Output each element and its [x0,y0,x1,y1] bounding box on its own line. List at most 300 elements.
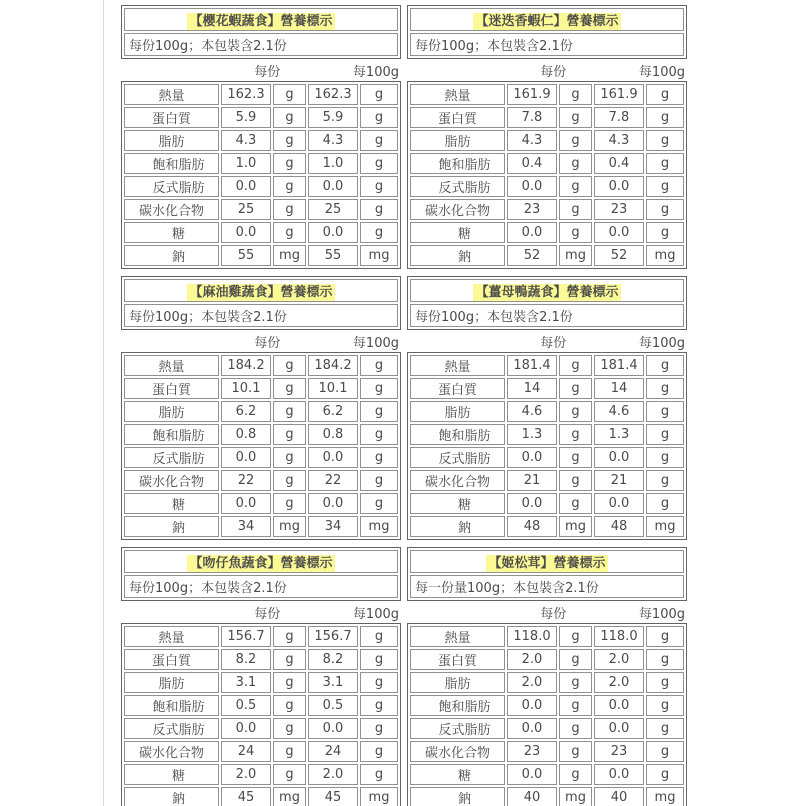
nutrient-label: 碳水化合物 [410,470,505,491]
nutrient-row [410,355,684,376]
per-serving-value: 8.2 [221,649,271,670]
per-100g-unit: g [646,764,684,785]
per-100g-value: 0.0 [594,718,644,739]
column-headers [121,330,401,352]
per-100g-value: 1.0 [308,153,358,174]
per-100g-value: 161.9 [594,84,644,105]
nutrition-block [121,5,401,269]
per-serving-value: 22 [221,470,271,491]
per-serving-unit: g [273,695,306,716]
serving-row [410,304,684,327]
nutrient-row [124,447,398,468]
per-100g-unit: g [360,470,398,491]
per-100g-value: 0.0 [594,447,644,468]
per-100g-unit: g [646,672,684,693]
title-cell [124,279,398,302]
per-100g-value: 4.6 [594,401,644,422]
per-serving-value: 0.0 [221,176,271,197]
per-serving-unit: g [273,626,306,647]
per-serving-unit: g [559,764,592,785]
nutrient-row [124,130,398,151]
nutrient-table [407,623,687,806]
per-serving-unit: g [559,718,592,739]
per-100g-value: 0.0 [594,695,644,716]
nutrient-table [407,352,687,540]
per-serving-unit: g [559,153,592,174]
per-100g-value: 22 [308,470,358,491]
per-serving-value: 10.1 [221,378,271,399]
per-serving-value: 25 [221,199,271,220]
per-100g-value: 48 [594,516,644,537]
nutrient-label: 熱量 [410,626,505,647]
per-100g-unit: mg [646,245,684,266]
per-100g-unit: g [646,695,684,716]
per-serving-value: 0.0 [221,222,271,243]
per-100g-unit: mg [360,516,398,537]
per-100g-unit: g [646,222,684,243]
nutrient-row [124,355,398,376]
per-serving-unit: g [273,84,306,105]
nutrient-row [410,718,684,739]
nutrient-label: 鈉 [124,787,219,806]
per-100g-value: 55 [308,245,358,266]
per-serving-value: 23 [507,741,557,762]
nutrient-row [410,130,684,151]
per-100g-unit: g [360,764,398,785]
nutrient-row [410,401,684,422]
serving-row [124,33,398,56]
nutrient-label: 鈉 [410,516,505,537]
nutrient-label: 脂肪 [124,672,219,693]
per-serving-unit: g [273,222,306,243]
per-100g-value: 45 [308,787,358,806]
column-header-row [409,59,685,81]
nutrition-block [407,547,687,806]
per-100g-unit: g [646,107,684,128]
col-header-per-serving: 每份 [254,607,281,622]
title-cell [410,8,684,31]
nutrient-row [410,764,684,785]
nutrient-row [410,649,684,670]
per-serving-unit: g [559,741,592,762]
title-cell [410,279,684,302]
per-serving-unit: g [273,741,306,762]
per-serving-unit: g [273,470,306,491]
per-100g-value: 52 [594,245,644,266]
nutrient-label: 碳水化合物 [410,199,505,220]
nutrient-label: 鈉 [124,516,219,537]
title-row [410,8,684,31]
per-serving-value: 45 [221,787,271,806]
per-100g-unit: g [360,84,398,105]
per-serving-unit: g [273,493,306,514]
per-serving-value: 0.5 [221,695,271,716]
nutrient-label: 熱量 [124,355,219,376]
per-serving-unit: mg [273,787,306,806]
per-serving-value: 24 [221,741,271,762]
nutrition-block [121,276,401,540]
per-serving-unit: g [273,447,306,468]
column-header-spacer [299,330,338,352]
nutrient-table-body [124,626,398,806]
block-title: 【迷迭香蝦仁】營養標示 [475,14,619,29]
serving-row [410,575,684,598]
nutrient-row [410,695,684,716]
column-headers [407,330,687,352]
nutrient-row [410,626,684,647]
per-100g-unit: g [646,84,684,105]
per-serving-unit: g [559,355,592,376]
nutrient-row [410,493,684,514]
col-header-per-100g: 每100g [638,336,685,351]
per-serving-value: 14 [507,378,557,399]
nutrient-label: 反式脂肪 [124,176,219,197]
nutrient-label: 糖 [124,764,219,785]
nutrient-label: 飽和脂肪 [410,153,505,174]
nutrient-row [410,516,684,537]
nutrient-label: 蛋白質 [124,649,219,670]
nutrient-row [410,447,684,468]
nutrient-row [410,378,684,399]
serving-row [124,304,398,327]
title-cell [410,550,684,573]
per-100g-unit: g [360,695,398,716]
serving-note: 每一份量100g；本包裝含2.1份 [410,575,684,598]
per-100g-value: 24 [308,741,358,762]
column-header-row [123,330,399,352]
title-row [124,550,398,573]
block-header-table [121,276,401,330]
nutrient-label: 反式脂肪 [410,718,505,739]
per-serving-value: 4.6 [507,401,557,422]
nutrient-row [410,787,684,806]
nutrient-label: 熱量 [410,84,505,105]
column-header-spacer [409,59,522,81]
title-row [124,279,398,302]
nutrient-table [407,81,687,269]
nutrient-label: 熱量 [124,84,219,105]
per-serving-value: 40 [507,787,557,806]
serving-row [124,575,398,598]
per-serving-unit: g [273,355,306,376]
nutrient-label: 碳水化合物 [124,741,219,762]
nutrient-row [124,672,398,693]
per-100g-value: 184.2 [308,355,358,376]
per-serving-unit: g [559,222,592,243]
serving-note: 每份100g；本包裝含2.1份 [410,304,684,327]
title-row [410,279,684,302]
per-100g-unit: g [360,107,398,128]
column-header-spacer [123,330,236,352]
per-serving-value: 156.7 [221,626,271,647]
per-serving-value: 184.2 [221,355,271,376]
nutrient-label: 脂肪 [410,401,505,422]
nutrient-label: 碳水化合物 [124,470,219,491]
nutrient-label: 糖 [124,493,219,514]
title-row [410,550,684,573]
block-header-table [407,276,687,330]
per-100g-unit: g [360,672,398,693]
block-title: 【吻仔魚蔬食】營養標示 [189,556,333,571]
serving-note: 每份100g；本包裝含2.1份 [410,33,684,56]
per-100g-unit: g [360,424,398,445]
per-100g-unit: g [360,153,398,174]
column-header-row [123,59,399,81]
per-100g-value: 7.8 [594,107,644,128]
per-100g-unit: mg [646,516,684,537]
nutrient-label: 糖 [410,493,505,514]
per-100g-unit: g [360,199,398,220]
per-100g-value: 0.8 [308,424,358,445]
per-serving-unit: g [273,176,306,197]
per-serving-value: 0.4 [507,153,557,174]
per-100g-unit: g [646,447,684,468]
nutrient-row [410,470,684,491]
nutrient-row [410,741,684,762]
per-100g-unit: g [646,741,684,762]
nutrition-block [121,547,401,806]
nutrient-label: 碳水化合物 [410,741,505,762]
block-header-table [121,5,401,59]
block-title: 【姬松茸】營養標示 [488,556,606,571]
column-header-spacer [123,601,236,623]
title-cell [124,8,398,31]
nutrient-row [124,424,398,445]
per-100g-unit: g [646,199,684,220]
nutrient-label: 鈉 [410,245,505,266]
per-100g-value: 2.0 [308,764,358,785]
per-100g-value: 0.5 [308,695,358,716]
column-headers [121,601,401,623]
nutrient-label: 飽和脂肪 [410,424,505,445]
nutrient-row [124,176,398,197]
nutrient-row [410,176,684,197]
per-100g-value: 14 [594,378,644,399]
per-serving-value: 1.3 [507,424,557,445]
nutrient-label: 蛋白質 [410,378,505,399]
per-100g-unit: mg [360,787,398,806]
nutrient-label: 脂肪 [124,401,219,422]
nutrient-row [124,245,398,266]
col-header-per-serving: 每份 [254,336,281,351]
per-100g-value: 25 [308,199,358,220]
nutrient-label: 糖 [124,222,219,243]
per-serving-unit: g [559,84,592,105]
per-serving-unit: g [559,130,592,151]
per-serving-value: 2.0 [507,649,557,670]
nutrient-label: 飽和脂肪 [124,695,219,716]
column-header-spacer [585,330,624,352]
per-100g-unit: g [646,176,684,197]
per-serving-value: 181.4 [507,355,557,376]
per-100g-unit: g [360,649,398,670]
per-serving-unit: g [273,718,306,739]
column-header-spacer [409,601,522,623]
per-100g-value: 0.0 [308,447,358,468]
nutrient-row [410,672,684,693]
nutrient-row [124,516,398,537]
per-serving-value: 0.0 [507,718,557,739]
col-header-per-100g: 每100g [352,336,399,351]
per-serving-unit: g [559,672,592,693]
nutrient-label: 脂肪 [410,672,505,693]
per-serving-value: 0.0 [507,447,557,468]
per-100g-unit: g [360,222,398,243]
per-serving-value: 23 [507,199,557,220]
per-100g-unit: mg [646,787,684,806]
per-100g-unit: g [360,130,398,151]
per-100g-value: 8.2 [308,649,358,670]
content-left-border [103,0,104,806]
per-100g-value: 0.0 [594,764,644,785]
nutrient-row [124,199,398,220]
nutrient-row [124,626,398,647]
nutrient-label: 熱量 [124,626,219,647]
nutrient-table-body [124,84,398,266]
per-serving-unit: g [273,107,306,128]
nutrition-block [407,5,687,269]
per-serving-value: 52 [507,245,557,266]
per-serving-unit: mg [559,245,592,266]
per-serving-value: 0.0 [221,447,271,468]
column-header-spacer [299,59,338,81]
nutrient-row [124,741,398,762]
per-serving-unit: mg [559,787,592,806]
nutrient-table-body [410,626,684,806]
column-header-spacer [585,59,624,81]
nutrient-row [124,107,398,128]
per-100g-value: 34 [308,516,358,537]
per-100g-value: 40 [594,787,644,806]
per-100g-value: 6.2 [308,401,358,422]
per-100g-unit: g [360,626,398,647]
nutrient-label: 碳水化合物 [124,199,219,220]
nutrient-row [410,107,684,128]
per-serving-value: 4.3 [221,130,271,151]
nutrient-row [124,764,398,785]
per-100g-unit: g [646,493,684,514]
nutrient-row [410,245,684,266]
per-100g-unit: mg [360,245,398,266]
nutrient-label: 反式脂肪 [410,447,505,468]
nutrient-label: 蛋白質 [410,649,505,670]
per-serving-unit: g [273,378,306,399]
per-serving-unit: g [273,424,306,445]
serving-row [410,33,684,56]
per-100g-unit: g [646,401,684,422]
per-serving-unit: g [559,199,592,220]
nutrient-row [124,84,398,105]
nutrient-row [410,153,684,174]
title-row [124,8,398,31]
per-serving-value: 0.0 [221,718,271,739]
per-100g-unit: g [646,378,684,399]
nutrient-row [124,695,398,716]
per-serving-unit: g [559,378,592,399]
nutrient-row [124,493,398,514]
per-serving-value: 0.0 [507,176,557,197]
per-100g-unit: g [360,741,398,762]
per-serving-unit: g [559,470,592,491]
per-serving-unit: g [559,424,592,445]
nutrient-table-body [410,84,684,266]
per-100g-value: 0.0 [308,718,358,739]
per-serving-unit: g [559,447,592,468]
per-100g-value: 162.3 [308,84,358,105]
nutrition-block [407,276,687,540]
column-headers [121,59,401,81]
nutrient-label: 蛋白質 [410,107,505,128]
per-100g-value: 156.7 [308,626,358,647]
per-serving-unit: g [559,176,592,197]
per-serving-value: 21 [507,470,557,491]
per-serving-value: 1.0 [221,153,271,174]
nutrient-label: 鈉 [124,245,219,266]
per-serving-unit: g [559,626,592,647]
per-100g-unit: g [646,649,684,670]
column-header-spacer [299,601,338,623]
per-serving-value: 161.9 [507,84,557,105]
nutrient-row [124,649,398,670]
per-100g-value: 0.0 [594,176,644,197]
column-header-row [409,330,685,352]
nutrient-label: 飽和脂肪 [410,695,505,716]
per-serving-unit: g [273,672,306,693]
nutrient-label: 反式脂肪 [124,718,219,739]
per-100g-unit: g [646,718,684,739]
per-serving-value: 0.0 [507,222,557,243]
per-serving-unit: g [273,199,306,220]
per-serving-unit: g [273,764,306,785]
per-100g-value: 2.0 [594,649,644,670]
column-header-spacer [585,601,624,623]
per-serving-unit: g [559,401,592,422]
per-100g-unit: g [360,401,398,422]
per-serving-unit: g [559,493,592,514]
per-serving-unit: mg [559,516,592,537]
per-serving-unit: g [273,153,306,174]
column-headers [407,601,687,623]
per-100g-value: 2.0 [594,672,644,693]
title-cell [124,550,398,573]
nutrient-table [121,623,401,806]
per-100g-unit: g [360,493,398,514]
per-100g-value: 0.0 [308,493,358,514]
col-header-per-100g: 每100g [638,65,685,80]
nutrient-row [124,222,398,243]
nutrient-label: 脂肪 [410,130,505,151]
block-title: 【櫻花蝦蔬食】營養標示 [189,14,333,29]
per-100g-value: 181.4 [594,355,644,376]
serving-note: 每份100g；本包裝含2.1份 [124,33,398,56]
nutrient-table [121,81,401,269]
per-100g-value: 21 [594,470,644,491]
serving-note: 每份100g；本包裝含2.1份 [124,304,398,327]
nutrient-row [124,787,398,806]
per-serving-value: 0.0 [507,493,557,514]
nutrient-row [124,470,398,491]
per-serving-value: 0.0 [221,493,271,514]
per-serving-value: 6.2 [221,401,271,422]
per-serving-value: 3.1 [221,672,271,693]
per-100g-unit: g [360,378,398,399]
per-serving-unit: g [273,401,306,422]
nutrient-row [124,378,398,399]
column-header-row [409,601,685,623]
per-serving-value: 5.9 [221,107,271,128]
per-serving-value: 2.0 [221,764,271,785]
column-header-spacer [123,59,236,81]
